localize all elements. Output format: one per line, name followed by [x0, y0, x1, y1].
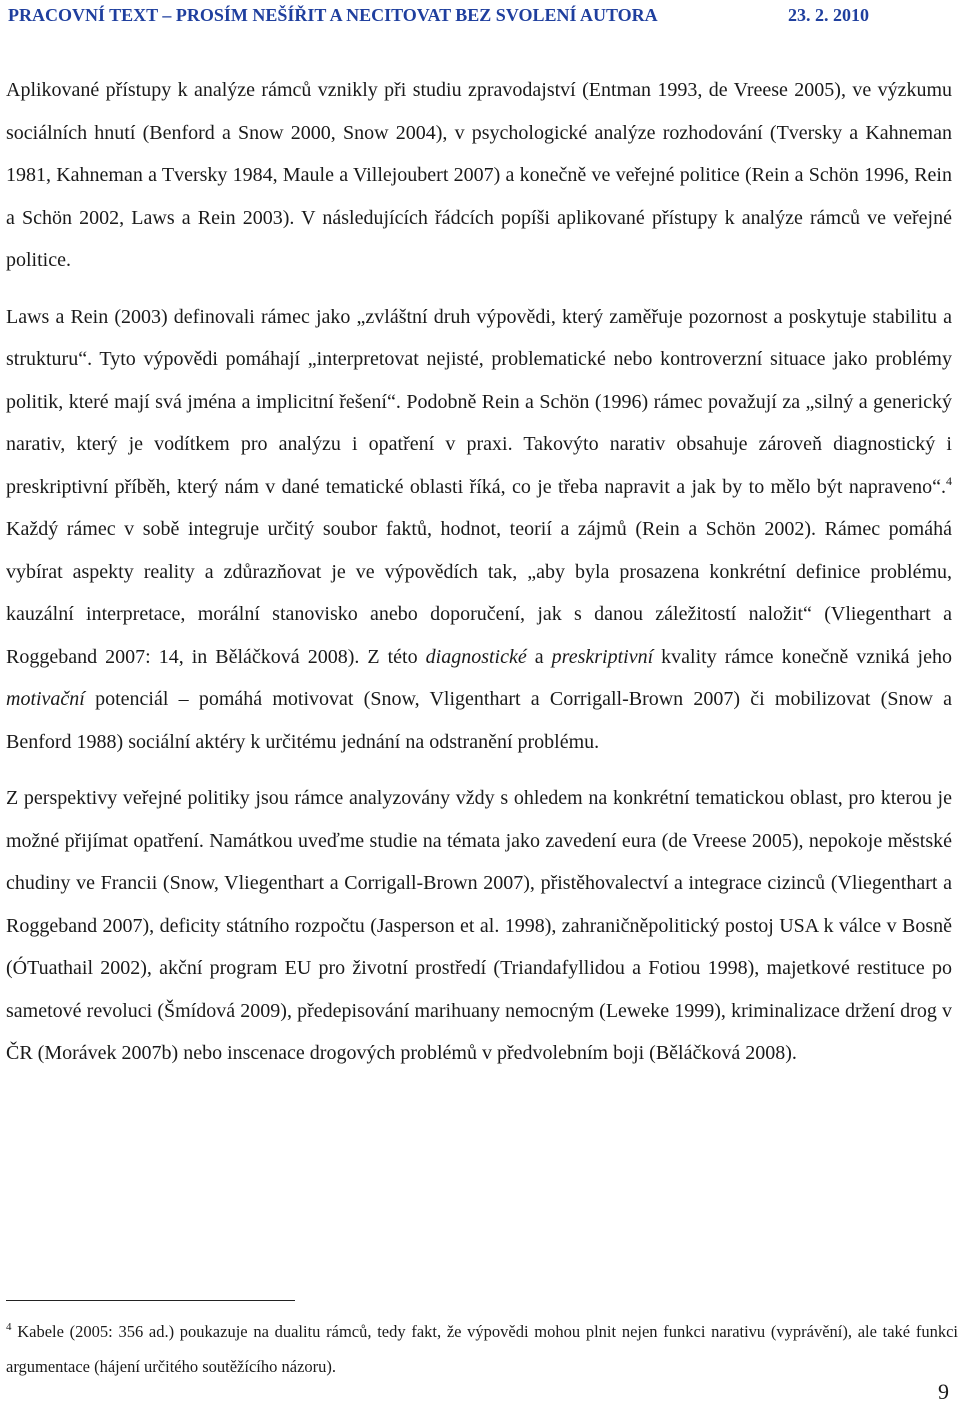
paragraph-1: Aplikované přístupy k analýze rámců vznikly při studiu zpravodajství (Entman 1993, de Vreese 2005), ve výzkumu sociálních hnutí (Benford a Snow 2000, Snow 2004), v psychologické analýze rozhodování (Tversky a Kahneman 1981, Kahneman a Tversky 1984, Maule a Villejoubert 2007) a konečně ve veřejné politice (Rein a Schön 1996, Rein a Schön 2002, Laws a Rein 2003). V následujících řádcích popíši aplikované přístupy k analýze rámců ve veřejné politice.: [6, 79, 952, 271]
term-diagnostic: diagnostické: [425, 645, 527, 668]
running-header: [8, 4, 952, 26]
footnote: [6, 1314, 958, 1384]
term-prescriptive: preskriptivní: [551, 645, 654, 668]
page-number: 9: [938, 1379, 949, 1404]
header-date: 23. 2. 2010: [788, 5, 869, 25]
footnote-text: Kabele (2005: 356 ad.) poukazuje na dualitu rámců, tedy fakt, že výpovědi mohou plnit nejen funkci narativu (vyprávění), ale také funkci argumentace (hájení určitého soutěžícího názoru).: [6, 1322, 958, 1376]
footnote-number: 4: [6, 1321, 12, 1333]
paragraph-2-part-2: Každý rámec v sobě integruje určitý soubor faktů, hodnot, teorií a zájmů (Rein a Schön 2002). Rámec pomáhá vybírat aspekty reality a zdůrazňovat je ve výpovědích tak, „aby byla prosazena konkrétní definice problému, kauzální interpretace, morální stanovisko anebo doporučení, jak s danou záležitostí naložit“ (Vliegenthart a Roggeband 2007: 14, in Běláčková 2008). Z této: [6, 518, 952, 668]
paragraph-2-part-3: a: [526, 645, 552, 668]
footnote-separator: [6, 1300, 295, 1301]
footnote-reference[interactable]: 4: [946, 473, 952, 488]
paragraph-2-part-4: kvality rámce konečně vzniká jeho: [653, 645, 952, 668]
paragraph-2-part-1: Laws a Rein (2003) definovali rámec jako „zvláštní druh výpovědi, který zaměřuje pozornost a poskytuje stabilitu a strukturu“. Tyto výpovědi pomáhají „interpretovat nejisté, problematické nebo kontroverzní situace jako problémy politik, které mají svá jména a implicitní řešení“. Podobně Rein a Schön (1996) rámec považují za „silný a generický narativ, který je vodítkem pro analýzu i opatření v praxi. Takovýto narativ obsahuje zároveň diagnostický i preskriptivní příběh, který nám v dané tematické oblasti říká, co je třeba napravit a jak by to mělo být napraveno“.: [6, 305, 952, 498]
paragraph-2-part-5: potenciál – pomáhá motivovat (Snow, Vligenthart a Corrigall-Brown 2007) či mobilizovat (Snow a Benford 1988) sociální aktéry k určitému jednání na odstranění problému.: [6, 688, 952, 753]
body-text: [6, 69, 952, 1075]
paragraph-2: [6, 296, 952, 764]
header-notice: PRACOVNÍ TEXT – PROSÍM NEŠÍŘIT A NECITOVAT BEZ SVOLENÍ AUTORA: [8, 5, 658, 25]
paragraph-3: Z perspektivy veřejné politiky jsou rámce analyzovány vždy s ohledem na konkrétní tematickou oblast, pro kterou je možné přijímat opatření. Namátkou uveďme studie na témata jako zavedení eura (de Vreese 2005), nepokoje městské chudiny ve Francii (Snow, Vliegenthart a Corrigall-Brown 2007), přistěhovalectví a integrace cizinců (Vliegenthart a Roggeband 2007), deficity státního rozpočtu (Jasperson et al. 1998), zahraničněpolitický postoj USA k válce v Bosně (ÓTuathail 2002), akční program EU pro životní prostředí (Triandafyllidou a Fotiou 1998), majetkové restituce po sametové revoluci (Šmídová 2009), předepisování marihuany nemocným (Leweke 1999), kriminalizace držení drog v ČR (Morávek 2007b) nebo inscenace drogových problémů v předvolebním boji (Běláčková 2008).: [6, 787, 952, 1064]
term-motivational: motivační: [6, 688, 85, 710]
